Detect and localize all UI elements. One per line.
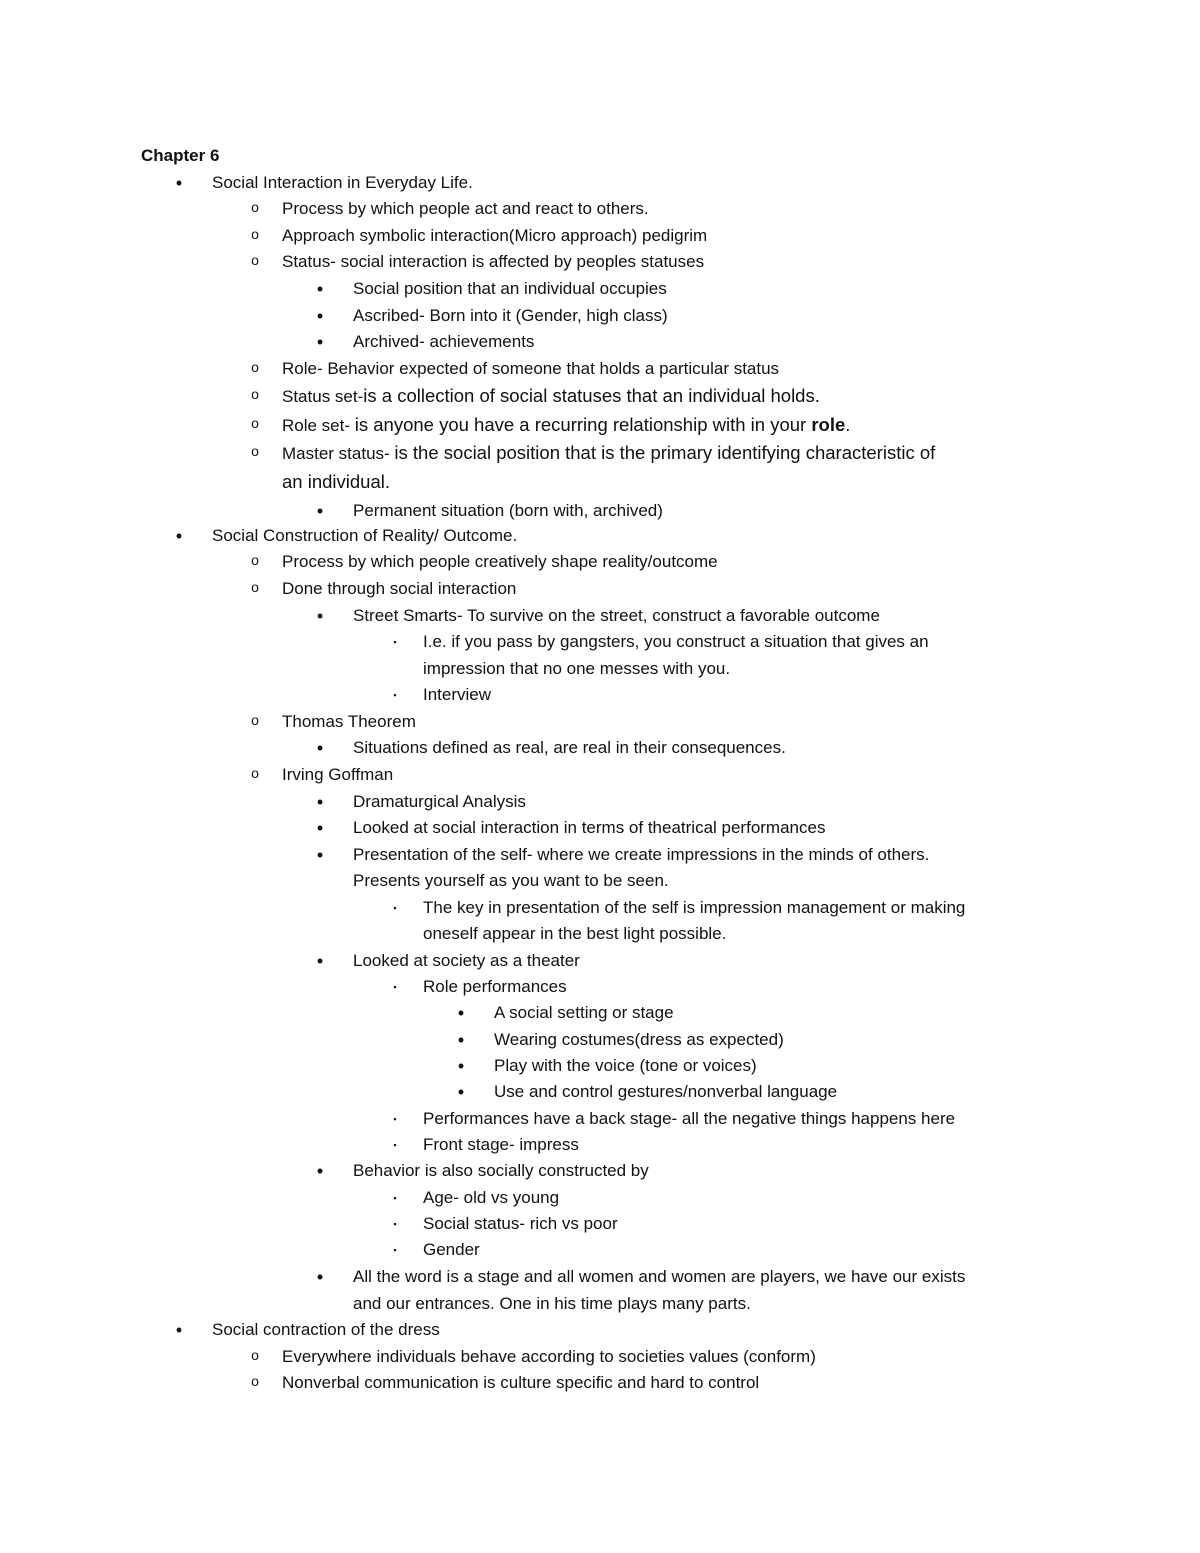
outline-item bbox=[282, 413, 850, 438]
bullet-circle-icon: o bbox=[251, 252, 259, 268]
bullet-circle-icon: o bbox=[251, 712, 259, 728]
bullet-dot-icon: • bbox=[457, 1056, 465, 1076]
bullet-dot-icon: • bbox=[175, 1320, 183, 1340]
outline-item bbox=[282, 197, 649, 221]
outline-item bbox=[423, 683, 491, 707]
item-text: Wearing costumes(dress as expected) bbox=[494, 1030, 784, 1049]
outline-item bbox=[423, 1133, 579, 1157]
bullet-circle-icon: o bbox=[251, 443, 259, 459]
item-term: Status set- bbox=[282, 387, 364, 406]
bullet-circle-icon: o bbox=[251, 765, 259, 781]
item-text: Social Interaction in Everyday Life. bbox=[212, 173, 473, 192]
item-text: Front stage- impress bbox=[423, 1135, 579, 1154]
item-text: Dramaturgical Analysis bbox=[353, 792, 526, 811]
outline-item bbox=[353, 330, 534, 354]
item-text: Everywhere individuals behave according to societies values (conform) bbox=[282, 1347, 816, 1366]
bullet-square-icon: ▪ bbox=[393, 982, 397, 992]
bullet-square-icon: ▪ bbox=[393, 637, 397, 647]
outline-item bbox=[353, 304, 668, 328]
item-text: Play with the voice (tone or voices) bbox=[494, 1056, 757, 1075]
item-text: The key in presentation of the self is impression management or making bbox=[423, 898, 966, 917]
item-text: Process by which people creatively shape reality/outcome bbox=[282, 552, 718, 571]
outline-item bbox=[282, 470, 390, 494]
item-text: Permanent situation (born with, archived) bbox=[353, 501, 663, 520]
bullet-circle-icon: o bbox=[251, 1347, 259, 1363]
bullet-dot-icon: • bbox=[316, 845, 324, 865]
item-text: oneself appear in the best light possible. bbox=[423, 924, 727, 943]
item-text: Irving Goffman bbox=[282, 765, 394, 784]
item-text: Approach symbolic interaction(Micro approach) pedigrim bbox=[282, 226, 708, 245]
outline-item bbox=[494, 1028, 784, 1052]
item-text: and our entrances. One in his time plays many parts. bbox=[353, 1294, 751, 1313]
outline-item bbox=[282, 224, 707, 248]
outline-item bbox=[282, 577, 516, 601]
outline-item bbox=[494, 1080, 837, 1104]
bullet-square-icon: ▪ bbox=[393, 1219, 397, 1229]
bullet-dot-icon: • bbox=[457, 1030, 465, 1050]
item-text: Social Construction of Reality/ Outcome. bbox=[212, 526, 518, 545]
outline-item bbox=[494, 1001, 674, 1025]
bullet-circle-icon: o bbox=[251, 199, 259, 215]
bullet-dot-icon: • bbox=[316, 279, 324, 299]
item-text: Done through social interaction bbox=[282, 579, 517, 598]
outline-item bbox=[353, 949, 580, 973]
item-term: Role set- bbox=[282, 416, 355, 435]
item-text: Role performances bbox=[423, 977, 567, 996]
outline-item bbox=[282, 550, 718, 574]
item-emphasis: role bbox=[811, 414, 846, 435]
outline-item bbox=[282, 1371, 759, 1395]
outline-item bbox=[282, 250, 704, 274]
chapter-heading: Chapter 6 bbox=[141, 146, 220, 165]
outline-item bbox=[353, 1265, 965, 1289]
item-suffix: . bbox=[845, 414, 851, 435]
bullet-square-icon: ▪ bbox=[393, 1114, 397, 1124]
bullet-circle-icon: o bbox=[251, 226, 259, 242]
outline-item bbox=[282, 384, 820, 409]
item-term: Master status- bbox=[282, 444, 395, 463]
bullet-circle-icon: o bbox=[251, 552, 259, 568]
item-text: Street Smarts- To survive on the street, construct a favorable outcome bbox=[353, 606, 880, 625]
bullet-dot-icon: • bbox=[316, 792, 324, 812]
bullet-circle-icon: o bbox=[251, 1373, 259, 1389]
outline-item bbox=[282, 441, 935, 466]
bullet-dot-icon: • bbox=[316, 738, 324, 758]
outline-item bbox=[353, 736, 786, 760]
outline-item bbox=[353, 499, 663, 523]
item-text: Presentation of the self- where we create impressions in the minds of others. bbox=[353, 845, 930, 864]
item-text: Archived- achievements bbox=[353, 332, 535, 351]
bullet-dot-icon: • bbox=[316, 332, 324, 352]
outline-item bbox=[282, 1345, 816, 1369]
outline-item bbox=[423, 1107, 955, 1131]
outline-item bbox=[353, 604, 880, 628]
item-text: Looked at society as a theater bbox=[353, 951, 580, 970]
bullet-dot-icon: • bbox=[175, 526, 183, 546]
bullet-dot-icon: • bbox=[457, 1082, 465, 1102]
outline-item bbox=[353, 790, 526, 814]
item-text: an individual. bbox=[282, 471, 390, 492]
bullet-dot-icon: • bbox=[316, 1267, 324, 1287]
item-text: Use and control gestures/nonverbal language bbox=[494, 1082, 838, 1101]
bullet-square-icon: ▪ bbox=[393, 1140, 397, 1150]
item-text: Age- old vs young bbox=[423, 1188, 560, 1207]
item-text: Process by which people act and react to others. bbox=[282, 199, 649, 218]
item-text: impression that no one messes with you. bbox=[423, 659, 731, 678]
outline-item bbox=[212, 171, 473, 195]
outline-item bbox=[282, 763, 393, 787]
outline-item bbox=[423, 657, 730, 681]
item-text: is anyone you have a recurring relationship with in your bbox=[354, 414, 812, 435]
bullet-dot-icon: • bbox=[316, 818, 324, 838]
item-text: Social contraction of the dress bbox=[212, 1320, 440, 1339]
item-text: Looked at social interaction in terms of theatrical performances bbox=[353, 818, 826, 837]
item-text: Situations defined as real, are real in their consequences. bbox=[353, 738, 786, 757]
item-text: All the word is a stage and all women and women are players, we have our exists bbox=[353, 1267, 966, 1286]
outline-item bbox=[353, 843, 929, 867]
outline-item bbox=[423, 975, 567, 999]
bullet-dot-icon: • bbox=[175, 173, 183, 193]
bullet-square-icon: ▪ bbox=[393, 690, 397, 700]
item-text: A social setting or stage bbox=[494, 1003, 674, 1022]
outline-item bbox=[423, 630, 929, 654]
item-text: Nonverbal communication is culture specific and hard to control bbox=[282, 1373, 760, 1392]
outline-item bbox=[423, 1238, 480, 1262]
item-text: Thomas Theorem bbox=[282, 712, 416, 731]
item-text: Gender bbox=[423, 1240, 480, 1259]
outline-item bbox=[423, 922, 726, 946]
outline-item bbox=[212, 1318, 440, 1342]
outline-item bbox=[494, 1054, 757, 1078]
bullet-square-icon: ▪ bbox=[393, 1245, 397, 1255]
bullet-circle-icon: o bbox=[251, 579, 259, 595]
bullet-circle-icon: o bbox=[251, 386, 259, 402]
outline-item bbox=[353, 1292, 751, 1316]
outline-item bbox=[353, 869, 669, 893]
bullet-square-icon: ▪ bbox=[393, 903, 397, 913]
item-text: Role- Behavior expected of someone that holds a particular status bbox=[282, 359, 780, 378]
item-text: I.e. if you pass by gangsters, you construct a situation that gives an bbox=[423, 632, 929, 651]
item-text: is the social position that is the primary identifying characteristic of bbox=[394, 442, 936, 463]
bullet-dot-icon: • bbox=[316, 1161, 324, 1181]
item-text: Presents yourself as you want to be seen. bbox=[353, 871, 669, 890]
outline-item bbox=[282, 710, 416, 734]
outline-item bbox=[423, 1212, 618, 1236]
item-text: Status- social interaction is affected by peoples statuses bbox=[282, 252, 705, 271]
bullet-dot-icon: • bbox=[316, 306, 324, 326]
bullet-dot-icon: • bbox=[316, 951, 324, 971]
bullet-dot-icon: • bbox=[316, 606, 324, 626]
item-text: Ascribed- Born into it (Gender, high class) bbox=[353, 306, 668, 325]
item-text: Behavior is also socially constructed by bbox=[353, 1161, 649, 1180]
outline-item bbox=[353, 277, 667, 301]
item-text: Interview bbox=[423, 685, 492, 704]
outline-item bbox=[212, 524, 517, 548]
item-text: Social position that an individual occupies bbox=[353, 279, 667, 298]
outline-item bbox=[353, 816, 825, 840]
bullet-dot-icon: • bbox=[457, 1003, 465, 1023]
item-text: Social status- rich vs poor bbox=[423, 1214, 618, 1233]
outline-item bbox=[282, 357, 779, 381]
outline-item bbox=[423, 1186, 559, 1210]
outline-item bbox=[423, 896, 965, 920]
bullet-circle-icon: o bbox=[251, 359, 259, 375]
bullet-square-icon: ▪ bbox=[393, 1193, 397, 1203]
bullet-dot-icon: • bbox=[316, 501, 324, 521]
bullet-circle-icon: o bbox=[251, 415, 259, 431]
outline-item bbox=[353, 1159, 649, 1183]
item-text: is a collection of social statuses that an individual holds. bbox=[363, 385, 820, 406]
item-text: Performances have a back stage- all the negative things happens here bbox=[423, 1109, 956, 1128]
